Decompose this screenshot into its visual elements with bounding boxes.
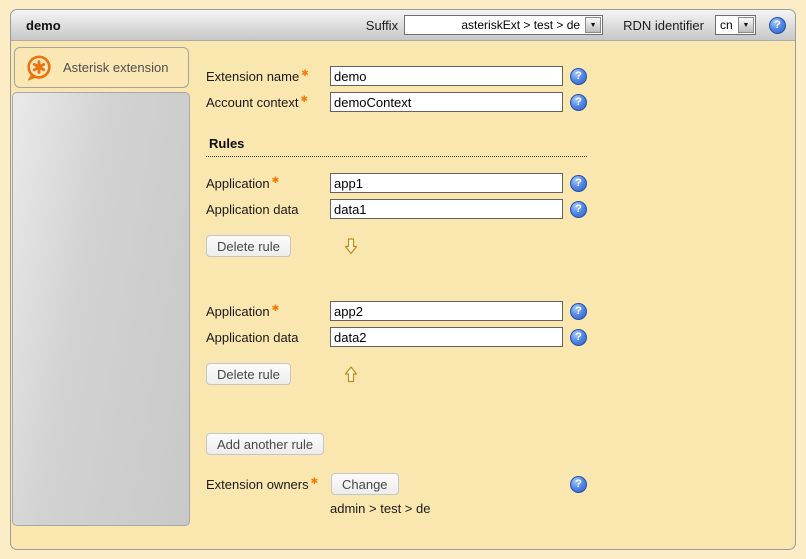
required-icon: ✱: [271, 303, 280, 313]
module-tab-column: [11, 41, 192, 549]
title-bar: [11, 10, 795, 41]
suffix-select[interactable]: [404, 15, 603, 35]
rdn-select[interactable]: [715, 15, 756, 35]
application-data-label: Application data: [206, 329, 299, 345]
rules-section-header: [206, 136, 587, 157]
rule1-move-down-icon[interactable]: [344, 238, 358, 255]
rule1-application-data-help-icon[interactable]: ?: [570, 201, 587, 218]
rule1-application-row: [206, 173, 587, 193]
asterisk-logo-icon: [24, 53, 54, 83]
account-context-help-icon[interactable]: ?: [570, 94, 587, 111]
rdn-identifier-label: RDN identifier: [623, 17, 704, 33]
rule1-actions-row: [206, 235, 587, 257]
rdn-select-value: cn: [720, 18, 733, 32]
add-another-rule-button[interactable]: Add another rule: [206, 433, 324, 455]
main-layout: [11, 41, 795, 549]
rules-section-title: Rules: [209, 136, 245, 151]
application-label: Application ✱: [206, 303, 280, 319]
rules-gap: [206, 257, 795, 301]
rule2-application-row: [206, 301, 587, 321]
form-content: [192, 41, 795, 549]
account-context-label: Account context ✱: [206, 94, 309, 110]
page-title: demo: [26, 17, 61, 33]
extension-name-row: [206, 66, 587, 86]
account-edit-window: [10, 9, 796, 550]
rule2-delete-button[interactable]: Delete rule: [206, 363, 291, 385]
application-data-label: Application data: [206, 201, 299, 217]
rule1-delete-button[interactable]: Delete rule: [206, 235, 291, 257]
tab-column-panel: [12, 92, 190, 526]
extension-name-label: Extension name ✱: [206, 68, 309, 84]
extension-owners-help-icon[interactable]: ?: [570, 476, 587, 493]
add-rule-row: [206, 433, 587, 455]
rule1-application-input[interactable]: [330, 173, 563, 193]
application-label: Application ✱: [206, 175, 280, 191]
rule1-application-data-row: [206, 199, 587, 219]
extension-name-input[interactable]: [330, 66, 563, 86]
extension-owners-value: admin > test > de: [330, 501, 431, 516]
suffix-select-value: asteriskExt > test > de: [461, 18, 581, 32]
rule1-application-data-input[interactable]: [330, 199, 563, 219]
tab-asterisk-extension[interactable]: [14, 47, 189, 88]
rule2-application-help-icon[interactable]: ?: [570, 303, 587, 320]
rule2-actions-row: [206, 363, 587, 385]
header-help-icon[interactable]: ?: [769, 17, 786, 34]
suffix-label: Suffix: [365, 17, 399, 33]
required-icon: ✱: [310, 476, 319, 486]
change-owners-button[interactable]: Change: [331, 473, 399, 495]
account-context-row: [206, 92, 587, 112]
extension-name-help-icon[interactable]: ?: [570, 68, 587, 85]
required-icon: ✱: [301, 68, 309, 78]
rule2-application-data-help-icon[interactable]: ?: [570, 329, 587, 346]
extension-owners-label: Extension owners ✱: [206, 476, 319, 492]
rdn-select-arrow-icon[interactable]: ▼: [738, 17, 754, 33]
rule2-application-input[interactable]: [330, 301, 563, 321]
rule2-application-data-row: [206, 327, 587, 347]
rule1-application-help-icon[interactable]: ?: [570, 175, 587, 192]
tab-asterisk-extension-label: Asterisk extension: [63, 60, 169, 75]
rule2-move-up-icon[interactable]: [344, 366, 358, 383]
required-icon: ✱: [271, 175, 280, 185]
suffix-select-arrow-icon[interactable]: ▼: [585, 17, 601, 33]
rule2-application-data-input[interactable]: [330, 327, 563, 347]
extension-owners-row: [206, 473, 587, 495]
required-icon: ✱: [300, 94, 309, 104]
account-context-input[interactable]: [330, 92, 563, 112]
